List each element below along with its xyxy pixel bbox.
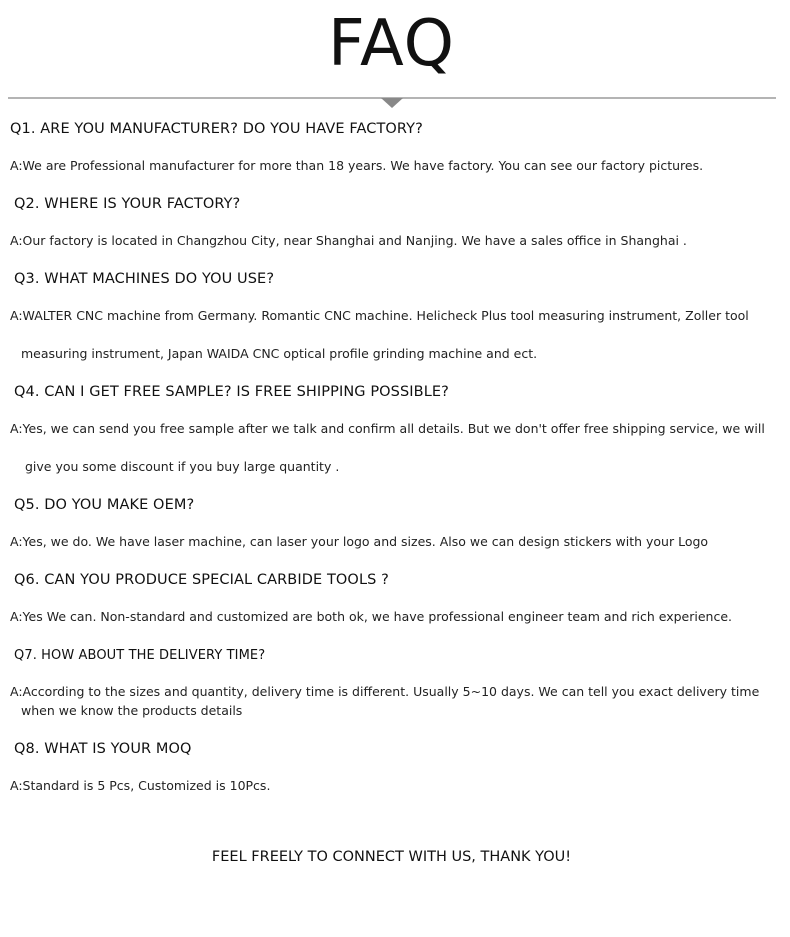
- page-title: FAQ: [328, 7, 455, 81]
- faq-answer-5-line-1: A:Yes, we do. We have laser machine, can laser your logo and sizes. Also we can design stickers with your Logo: [10, 534, 709, 549]
- faq-answer-1-line-1: A:We are Professional manufacturer for more than 18 years. We have factory. You can see our factory pictures.: [10, 158, 704, 173]
- faq-answer-8-line-1: A:Standard is 5 Pcs, Customized is 10Pcs.: [10, 778, 271, 793]
- faq-answer-2-line-1: A:Our factory is located in Changzhou City, near Shanghai and Nanjing. We have a sales office in Shanghai .: [10, 233, 687, 248]
- closing-message: FEEL FREELY TO CONNECT WITH US, THANK YOU!: [211, 849, 572, 865]
- faq-question-6: Q6. CAN YOU PRODUCE SPECIAL CARBIDE TOOLS ?: [14, 572, 389, 588]
- faq-answer-7-line-1: A:According to the sizes and quantity, delivery time is different. Usually 5~10 days. We can tell you exact delivery time: [10, 684, 760, 699]
- faq-question-7: Q7. HOW ABOUT THE DELIVERY TIME?: [14, 648, 266, 663]
- faq-question-4: Q4. CAN I GET FREE SAMPLE? IS FREE SHIPPING POSSIBLE?: [14, 384, 449, 400]
- faq-question-5: Q5. DO YOU MAKE OEM?: [14, 497, 195, 513]
- faq-answer-4-line-1: A:Yes, we can send you free sample after we talk and confirm all details. But we don't offer free shipping service, we will: [10, 421, 765, 436]
- faq-answer-3-line-2: measuring instrument, Japan WAIDA CNC optical profile grinding machine and ect.: [21, 346, 538, 361]
- faq-question-1: Q1. ARE YOU MANUFACTURER? DO YOU HAVE FACTORY?: [10, 121, 423, 137]
- faq-question-8: Q8. WHAT IS YOUR MOQ: [14, 741, 192, 757]
- faq-answer-3-line-1: A:WALTER CNC machine from Germany. Romantic CNC machine. Helicheck Plus tool measuring instrument, Zoller tool: [10, 308, 749, 323]
- faq-answer-6-line-1: A:Yes We can. Non-standard and customized are both ok, we have professional engineer team and rich experience.: [10, 609, 732, 624]
- faq-question-3: Q3. WHAT MACHINES DO YOU USE?: [14, 271, 275, 287]
- divider-arrow-icon: [381, 98, 403, 108]
- faq-answer-7-line-2: when we know the products details: [21, 703, 243, 718]
- faq-answer-4-line-2: give you some discount if you buy large quantity .: [25, 459, 340, 474]
- faq-question-2: Q2. WHERE IS YOUR FACTORY?: [14, 196, 241, 212]
